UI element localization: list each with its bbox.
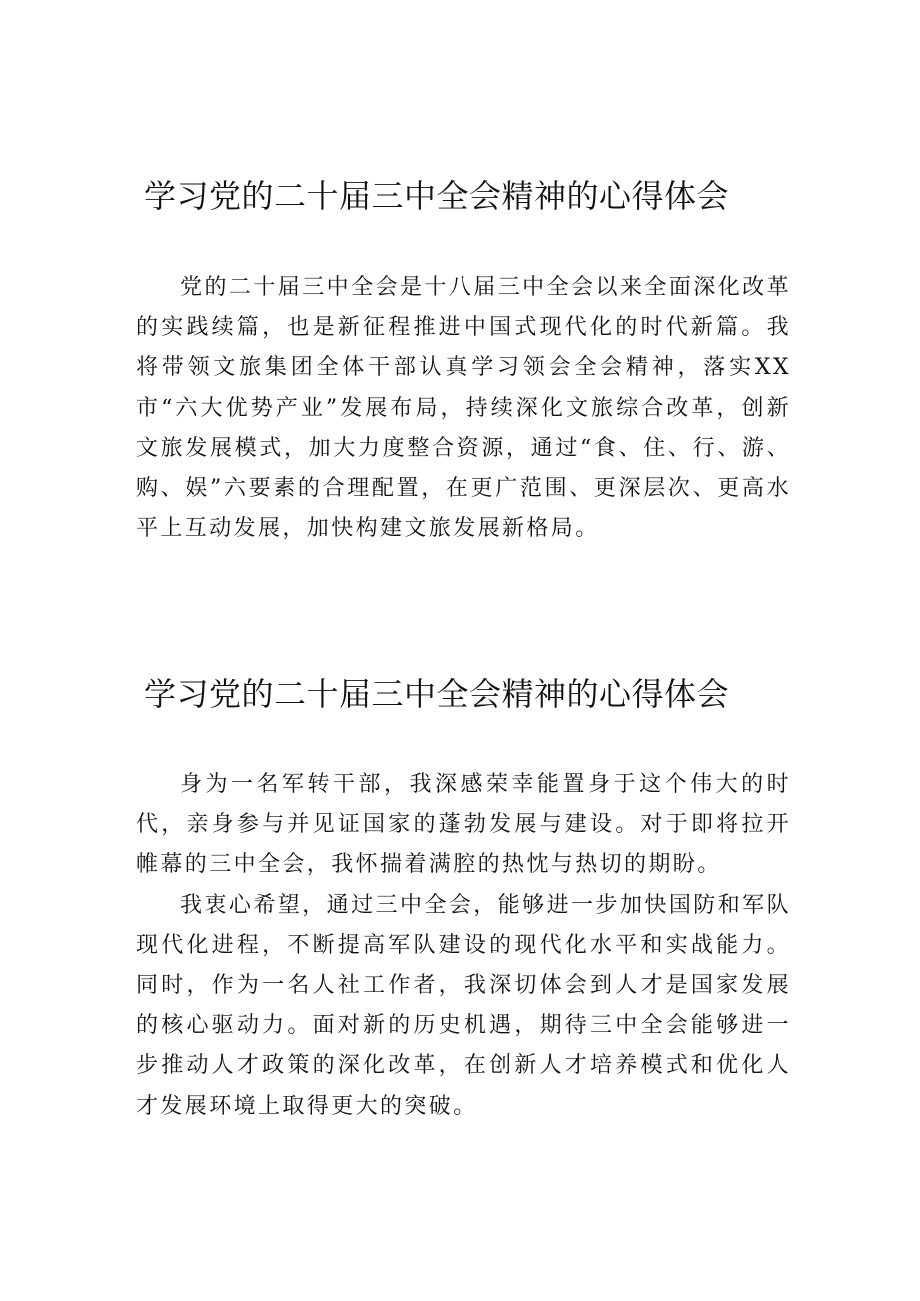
section-2-title: 学习党的二十届三中全会精神的心得体会 (144, 675, 730, 713)
section-2-body (136, 765, 791, 1127)
section-1-title: 学习党的二十届三中全会精神的心得体会 (144, 177, 730, 215)
section-2-paragraph-1: 身为一名军转干部，我深感荣幸能置身于这个伟大的时代，亲身参与并见证国家的蓬勃发展与建设。对于即将拉开帷幕的三中全会，我怀揣着满腔的热忱与热切的期盼。 (136, 772, 791, 878)
section-2-paragraph-2: 我衷心希望，通过三中全会，能够进一步加快国防和军队现代化进程，不断提高军队建设的现代化水平和实战能力。同时，作为一名人社工作者，我深切体会到人才是国家发展的核心驱动力。面对新的历史机遇，期待三中全会能够进一步推动人才政策的深化改革，在创新人才培养模式和优化人才发展环境上取得更大的突破。 (136, 892, 791, 1119)
section-1-paragraph-1: 党的二十届三中全会是十八届三中全会以来全面深化改革的实践续篇，也是新征程推进中国式现代化的时代新篇。我将带领文旅集团全体干部认真学习领会全会精神，落实XX市“六大优势产业”发展布局，持续深化文旅综合改革，创新文旅发展模式，加大力度整合资源，通过“食、住、行、游、购、娱”六要素的合理配置，在更广范围、更深层次、更高水平上互动发展，加快构建文旅发展新格局。 (136, 275, 791, 542)
section-1-body (136, 268, 791, 549)
